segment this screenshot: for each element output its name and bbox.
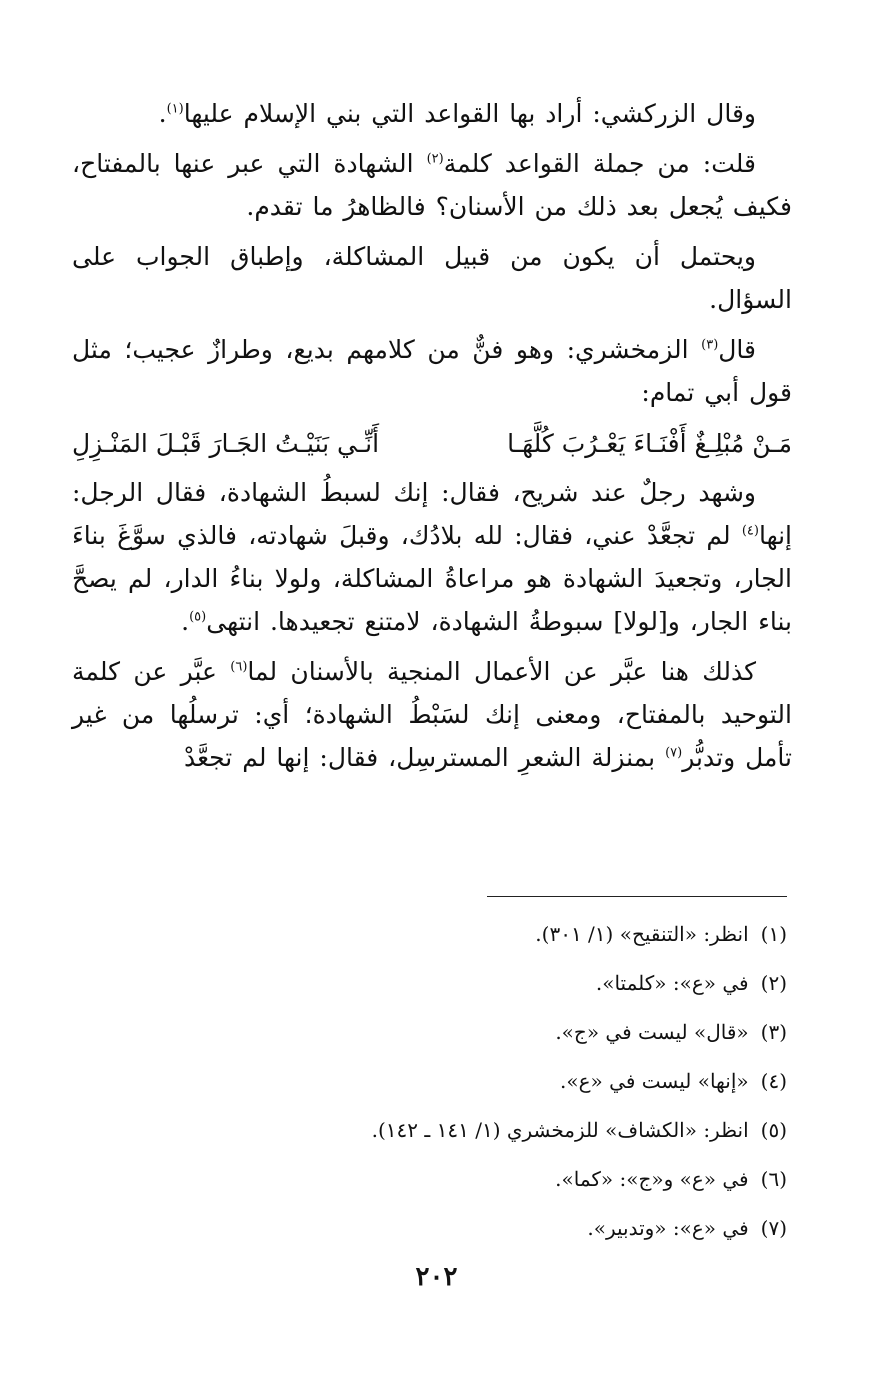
- text-run: وقال الزركشي: أراد بها القواعد التي بني الإسلام عليها: [183, 99, 756, 128]
- paragraph: [72, 92, 792, 135]
- text-run: .: [181, 607, 190, 636]
- footnote-number: (٥): [760, 1118, 787, 1142]
- text-run: بمنزلة الشعرِ المسترسِل، فقال: إنها لم تجعَّدْ: [183, 743, 666, 772]
- footnote-number: (٦): [760, 1167, 787, 1191]
- main-text-block: [72, 92, 792, 786]
- footnote-separator: [487, 896, 787, 897]
- footnote-item: [87, 1057, 787, 1106]
- paragraph: [72, 235, 792, 321]
- footnote-reference[interactable]: (٧): [665, 745, 683, 761]
- footnote-reference[interactable]: (٥): [189, 609, 207, 625]
- footnote-reference[interactable]: (٣): [701, 337, 719, 353]
- paragraph-group-1: [72, 92, 792, 414]
- footnote-reference[interactable]: (٦): [230, 659, 248, 675]
- footnote-reference[interactable]: (٤): [741, 523, 759, 539]
- footnote-item: [87, 1008, 787, 1057]
- text-run: ويحتمل أن يكون من قبيل المشاكلة، وإطباق الجواب على السؤال.: [72, 242, 792, 314]
- footnote-number: (١): [760, 922, 787, 946]
- footnote-text: في «ع» و«ج»: «كما».: [555, 1167, 749, 1191]
- footnote-text: في «ع»: «وتدبير».: [587, 1216, 749, 1240]
- paragraph-group-2: [72, 471, 792, 779]
- text-run: عبَّر عن كلمة التوحيد بالمفتاح، ومعنى إنك لسَبْطُ الشهادة؛ أي: ترسلُها من غير تأمل وتدبُّر: [72, 657, 792, 772]
- text-run: كذلك هنا عبَّر عن الأعمال المنجية بالأسنان لما: [247, 657, 756, 686]
- footnote-text: «قال» ليست في «ج».: [555, 1020, 749, 1044]
- verse-second-hemistich: أَنِّـي بَنَيْـتُ الجَـارَ قَبْـلَ المَنْـزِلِ: [72, 429, 380, 458]
- poetry-verse: [72, 421, 792, 467]
- paragraph: [72, 650, 792, 779]
- paragraph: [72, 328, 792, 414]
- footnote-item: [87, 1155, 787, 1204]
- page-number: ٢٠٢: [415, 1262, 458, 1292]
- footnotes-list: [87, 910, 787, 1253]
- text-run: وشهد رجلٌ عند شريح، فقال: إنك لسبطُ الشهادة، فقال الرجل: إنها: [72, 478, 792, 550]
- footnote-text: في «ع»: «كلمتا».: [595, 971, 749, 995]
- footnote-reference[interactable]: (١): [166, 101, 184, 117]
- footnote-text: انظر: «التنقيح» (١/ ٣٠١).: [535, 922, 749, 946]
- footnote-number: (٧): [760, 1216, 787, 1240]
- footnote-number: (٤): [760, 1069, 787, 1093]
- footnote-item: [87, 1106, 787, 1155]
- text-run: .: [158, 99, 167, 128]
- paragraph: [72, 471, 792, 643]
- footnote-reference[interactable]: (٢): [426, 151, 444, 167]
- footnote-item: [87, 1204, 787, 1253]
- footnote-number: (٣): [760, 1020, 787, 1044]
- footnote-text: انظر: «الكشاف» للزمخشري (١/ ١٤١ ـ ١٤٢).: [371, 1118, 749, 1142]
- text-run: قلت: من جملة القواعد كلمة: [443, 149, 756, 178]
- footnote-number: (٢): [760, 971, 787, 995]
- text-run: الزمخشري: وهو فنٌّ من كلامهم بديع، وطرازٌ عجيب؛ مثل قول أبي تمام:: [72, 335, 792, 407]
- verse-first-hemistich: مَـنْ مُبْلِـغٌ أَفْنَـاءَ يَعْـرُبَ كُلَّهَـا: [507, 429, 792, 458]
- paragraph: [72, 142, 792, 228]
- text-run: الشهادة التي عبر عنها بالمفتاح، فكيف يُجعل بعد ذلك من الأسنان؟ فالظاهرُ ما تقدم.: [72, 149, 792, 221]
- footnote-text: «إنها» ليست في «ع».: [560, 1069, 749, 1093]
- text-run: قال: [718, 335, 756, 364]
- footnote-item: [87, 959, 787, 1008]
- text-run: لم تجعَّدْ عني، فقال: لله بلادُك، وقبلَ شهادته، فالذي سوَّغَ بناءَ الجار، وتجعيدَ الشهادة هو مراعاةُ المشاكلة، ولولا بناءُ الدار، لم يصحَّ بناء الجار، و[لولا] سبوطةُ الشهادة، لامتنع تجعيدها. انتهى: [72, 521, 792, 636]
- footnote-item: [87, 910, 787, 959]
